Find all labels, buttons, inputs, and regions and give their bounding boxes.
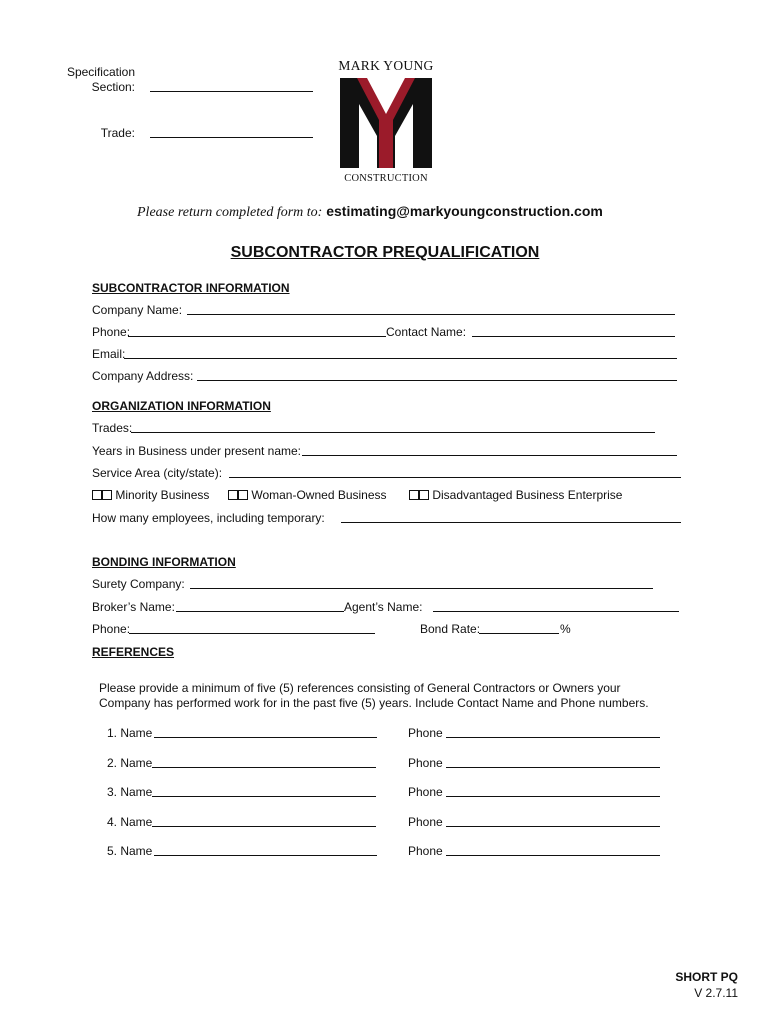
trades-field[interactable] xyxy=(131,432,655,433)
company-logo xyxy=(335,58,437,186)
reference-2-phone-label: Phone xyxy=(408,756,443,770)
service-area-label: Service Area (city/state): xyxy=(92,466,223,480)
page-title: SUBCONTRACTOR PREQUALIFICATION xyxy=(230,244,540,261)
disadvantaged-option[interactable] xyxy=(409,488,622,502)
service-area-field[interactable] xyxy=(229,477,681,478)
company-name-field[interactable] xyxy=(187,314,675,315)
specification-label: Specification xyxy=(66,65,135,79)
reference-5-phone-field[interactable] xyxy=(446,855,660,856)
return-prefix: Please return completed form to: xyxy=(137,205,323,220)
references-instructions-1: Please provide a minimum of five (5) references consisting of General Contractors or Owners your xyxy=(99,681,621,695)
reference-4-name-field[interactable] xyxy=(152,826,376,827)
broker-label: Broker’s Name: xyxy=(92,600,175,614)
return-instruction xyxy=(137,203,603,221)
reference-3-name-field[interactable] xyxy=(152,796,376,797)
form-version: V 2.7.11 xyxy=(694,986,738,1000)
reference-5-name-label: 5. Name xyxy=(107,844,153,858)
reference-5-phone-label: Phone xyxy=(408,844,443,858)
phone-label: Phone: xyxy=(92,325,131,339)
surety-label: Surety Company: xyxy=(92,577,185,591)
section-label: Section: xyxy=(91,80,135,94)
bonding-heading: BONDING INFORMATION xyxy=(92,555,236,569)
email-field[interactable] xyxy=(124,358,677,359)
reference-2-name-label: 2. Name xyxy=(107,756,153,770)
woman-owned-option[interactable] xyxy=(228,488,387,502)
reference-2-name-field[interactable] xyxy=(152,767,376,768)
employees-field[interactable] xyxy=(341,522,681,523)
reference-3-phone-field[interactable] xyxy=(446,796,660,797)
reference-4-phone-field[interactable] xyxy=(446,826,660,827)
reference-5-name-field[interactable] xyxy=(154,855,377,856)
minority-option[interactable] xyxy=(92,488,209,502)
percent-sign: % xyxy=(560,622,571,636)
contact-name-label: Contact Name: xyxy=(386,325,467,339)
reference-1-name-label: 1. Name xyxy=(107,726,153,740)
woman-owned-checkbox[interactable] xyxy=(228,488,248,502)
bond-rate-label: Bond Rate: xyxy=(420,622,481,636)
reference-3-name-label: 3. Name xyxy=(107,785,153,799)
company-address-field[interactable] xyxy=(197,380,677,381)
trade-label: Trade: xyxy=(100,126,135,140)
trade-field[interactable] xyxy=(150,137,313,138)
reference-1-name-field[interactable] xyxy=(154,737,377,738)
years-field[interactable] xyxy=(302,455,677,456)
email-label: Email: xyxy=(92,347,126,361)
reference-1-phone-field[interactable] xyxy=(446,737,660,738)
section-field[interactable] xyxy=(150,91,313,92)
broker-field[interactable] xyxy=(176,611,344,612)
phone-field[interactable] xyxy=(128,336,386,337)
woman-owned-label: Woman-Owned Business xyxy=(251,488,387,502)
organization-heading: ORGANIZATION INFORMATION xyxy=(92,399,271,413)
reference-2-phone-field[interactable] xyxy=(446,767,660,768)
disadvantaged-label: Disadvantaged Business Enterprise xyxy=(432,488,623,502)
contact-name-field[interactable] xyxy=(472,336,675,337)
disadvantaged-checkbox[interactable] xyxy=(409,488,429,502)
logo-bottom-text: CONSTRUCTION xyxy=(344,173,428,184)
minority-checkbox[interactable] xyxy=(92,488,112,502)
surety-field[interactable] xyxy=(190,588,653,589)
subcontractor-heading: SUBCONTRACTOR INFORMATION xyxy=(92,281,290,295)
minority-label: Minority Business xyxy=(115,488,210,502)
logo-top-text: MARK YOUNG xyxy=(338,58,434,73)
bond-rate-field[interactable] xyxy=(479,633,559,634)
bond-phone-field[interactable] xyxy=(129,633,375,634)
references-instructions-2: Company has performed work for in the past five (5) years. Include Contact Name and Phone numbers. xyxy=(99,696,649,710)
years-label: Years in Business under present name: xyxy=(92,444,302,458)
reference-1-phone-label: Phone xyxy=(408,726,443,740)
return-email: estimating@markyoungconstruction.com xyxy=(326,203,603,219)
logo-mark-icon xyxy=(335,74,437,174)
references-heading: REFERENCES xyxy=(92,645,175,659)
company-name-label: Company Name: xyxy=(92,303,183,317)
employees-label: How many employees, including temporary: xyxy=(92,511,325,525)
agent-field[interactable] xyxy=(433,611,679,612)
agent-label: Agent’s Name: xyxy=(344,600,423,614)
company-address-label: Company Address: xyxy=(92,369,194,383)
reference-3-phone-label: Phone xyxy=(408,785,443,799)
reference-4-name-label: 4. Name xyxy=(107,815,153,829)
bond-phone-label: Phone: xyxy=(92,622,131,636)
form-code: SHORT PQ xyxy=(675,970,738,984)
trades-label: Trades: xyxy=(92,421,133,435)
reference-4-phone-label: Phone xyxy=(408,815,443,829)
